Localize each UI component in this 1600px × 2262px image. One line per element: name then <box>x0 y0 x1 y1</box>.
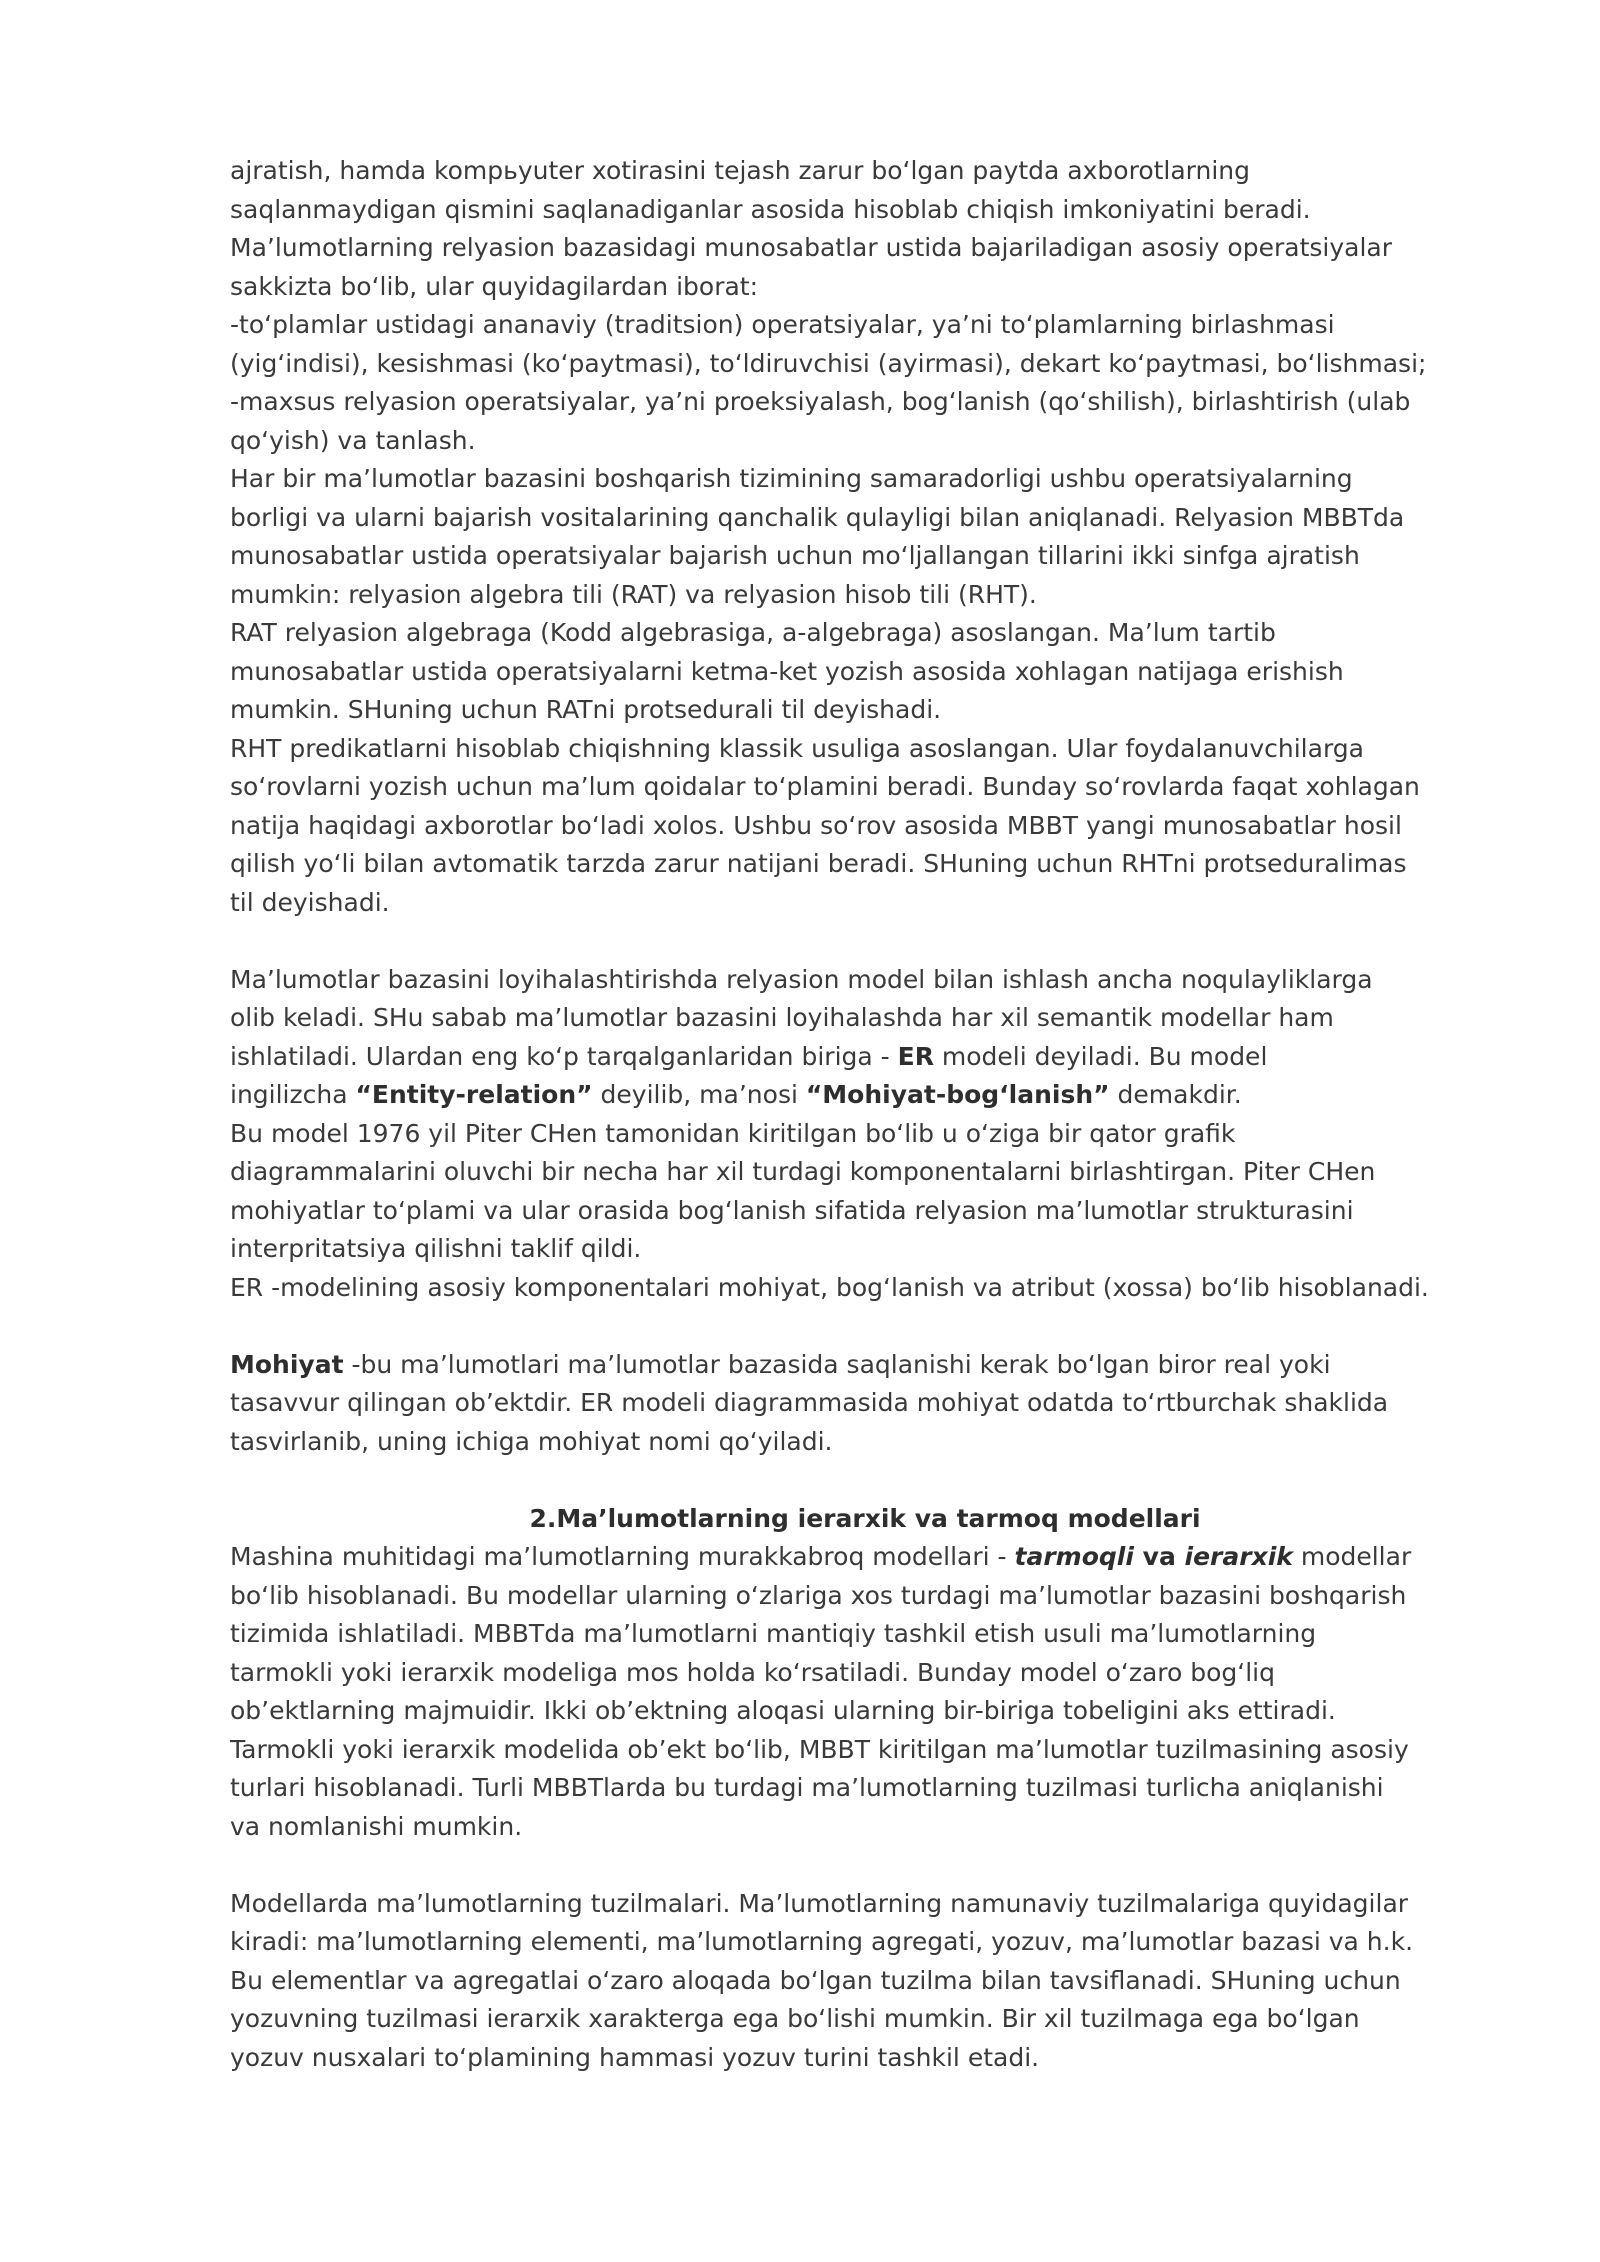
text-line: qilish yo‘li bilan avtomatik tarzda zarur natijani beradi. SHuning uchun RHTni protseduralimas <box>230 849 1407 878</box>
paragraph <box>230 152 1500 229</box>
paragraph <box>230 1538 1500 1846</box>
paragraph <box>230 614 1500 730</box>
text-line: Bu elementlar va agregatlai o‘zaro aloqada bo‘lgan tuzilma bilan tavsiflanadi. SHuning uchun <box>230 1965 1401 1995</box>
paragraph <box>230 1346 1500 1462</box>
text-run: ingilizcha <box>230 1080 356 1109</box>
text-line: mumkin: relyasion algebra tili (RAT) va relyasion hisob tili (RHT). <box>230 579 1037 609</box>
text-line: bo‘lib hisoblanadi. Bu modellar ularning o‘zlariga xos turdagi ma’lumotlar bazasini boshqarish <box>230 1580 1407 1610</box>
text-run: ishlatiladi. Ulardan eng ko‘p tarqalganlaridan biriga - <box>230 1041 898 1071</box>
paragraph <box>230 460 1500 614</box>
text-line: tarmokli yoki ierarxik modeliga mos holda ko‘rsatiladi. Bunday model o‘zaro bog‘liq <box>230 1657 1275 1687</box>
paragraph-gap <box>230 1846 1500 1885</box>
paragraph <box>230 1115 1500 1308</box>
text-line: va nomlanishi mumkin. <box>230 1811 523 1841</box>
text-line: yozuv nusxalari to‘plamining hammasi yozuv turini tashkil etadi. <box>230 2042 1040 2072</box>
text-line: Bu model 1976 yil Piter CHen tamonidan kiritilgan bo‘lib u o‘ziga bir qator grafik <box>230 1118 1236 1148</box>
text-run: modeli deyiladi. Bu model <box>933 1041 1268 1071</box>
text-line: mohiyatlar to‘plami va ular orasida bog‘lanish sifatida relyasion ma’lumotlar strukturasini <box>230 1195 1354 1225</box>
text-line: qo‘yish) va tanlash. <box>230 425 476 455</box>
text-line: ER -modelining asosiy komponentalari mohiyat, bog‘lanish va atribut (xossa) bo‘lib hisoblanadi. <box>230 1272 1429 1302</box>
text-run: Mashina muhitidagi ma’lumotlarning murakkabroq modellari - <box>230 1542 1015 1571</box>
bold-term-mohiyat-boglanish: “Mohiyat-bog‘lanish” <box>805 1080 1110 1109</box>
text-line: til deyishadi. <box>230 887 390 917</box>
text-run: demakdir. <box>1109 1080 1242 1109</box>
text-line: tasvirlanib, uning ichiga mohiyat nomi qo‘yiladi. <box>230 1426 833 1456</box>
text-run: -bu ma’lumotlari ma’lumotlar bazasida saqlanishi kerak bo‘lgan biror real yoki <box>343 1349 1331 1379</box>
text-line: diagrammalarini oluvchi bir necha har xil turdagi komponentalarni birlashtirgan. Piter CHen <box>230 1157 1376 1186</box>
bold-italic-term-ierarxik: ierarxik <box>1184 1542 1293 1571</box>
paragraph <box>230 1885 1500 2078</box>
text-line: so‘rovlarni yozish uchun ma’lum qoidalar to‘plamini beradi. Bunday so‘rovlarda faqat xohlagan <box>230 772 1420 801</box>
text-line: kiradi: ma’lumotlarning elementi, ma’lumotlarning agregati, yozuv, ma’lumotlar bazasi va h.k. <box>230 1927 1414 1956</box>
text-run: modellar <box>1292 1542 1412 1571</box>
text-line: Ma’lumotlarning relyasion bazasidagi munosabatlar ustida bajariladigan asosiy operatsiyalar <box>230 233 1392 262</box>
text-line: munosabatlar ustida operatsiyalarni ketma-ket yozish asosida xohlagan natijaga erishish <box>230 656 1344 686</box>
bold-term-entity-relation: “Entity-relation” <box>355 1080 593 1109</box>
text-line: -maxsus relyasion operatsiyalar, ya’ni proeksiyalash, bog‘lanish (qo‘shilish), birlashtirish (ulab <box>230 387 1411 416</box>
text-line: saqlanmaydigan qismini saqlanadiganlar asosida hisoblab chiqish imkoniyatini beradi. <box>230 194 1311 224</box>
text-line <box>230 1076 1500 1115</box>
text-line: turlari hisoblanadi. Turli MBBTlarda bu turdagi ma’lumotlarning tuzilmasi turlicha aniqlanishi <box>230 1773 1384 1802</box>
text-line: Ma’lumotlar bazasini loyihalashtirishda relyasion model bilan ishlash ancha noqulayliklarga <box>230 964 1373 994</box>
text-line: sakkizta bo‘lib, ular quyidagilardan iborat: <box>230 271 759 301</box>
text-line: RHT predikatlarni hisoblab chiqishning klassik usuliga asoslangan. Ular foydalanuvchilarga <box>230 733 1364 763</box>
text-line: natija haqidagi axborotlar bo‘ladi xolos. Ushbu so‘rov asosida MBBT yangi munosabatlar hosil <box>230 810 1402 840</box>
text-line: Har bir ma’lumotlar bazasini boshqarish tizimining samaradorligi ushbu operatsiyalarning <box>230 464 1353 493</box>
paragraph-gap <box>230 922 1500 961</box>
text-line: tizimida ishlatiladi. MBBTda ma’lumotlarni mantiqiy tashkil etish usuli ma’lumotlarning <box>230 1619 1317 1648</box>
text-line: munosabatlar ustida operatsiyalar bajarish uchun mo‘ljallangan tillarini ikki sinfga ajratish <box>230 541 1360 570</box>
bold-term-er: ER <box>897 1041 934 1071</box>
bold-italic-term-tarmoqli: tarmoqli <box>1014 1542 1134 1571</box>
text-line <box>230 1538 1500 1577</box>
bold-conjunction: va <box>1133 1542 1185 1571</box>
text-line: mumkin. SHuning uchun RATni protsedurali til deyishadi. <box>230 695 942 724</box>
paragraph <box>230 229 1500 460</box>
text-line <box>230 1346 1500 1385</box>
text-line: tasavvur qilingan ob’ektdir. ER modeli diagrammasida mohiyat odatda to‘rtburchak shaklida <box>230 1388 1389 1417</box>
paragraph <box>230 961 1500 1115</box>
text-line: borligi va ularni bajarish vositalarining qanchalik qulayligi bilan aniqlanadi. Relyasion MBBTda <box>230 502 1405 532</box>
text-line: interpritatsiya qilishni taklif qildi. <box>230 1234 642 1263</box>
text-line: RAT relyasion algebraga (Kodd algebrasiga, a-algebraga) asoslangan. Ma’lum tartib <box>230 618 1276 647</box>
paragraph-gap <box>230 1461 1500 1500</box>
bold-term-mohiyat: Mohiyat <box>230 1349 344 1379</box>
text-line: ob’ektlarning majmuidir. Ikki ob’ektning aloqasi ularning bir-biriga tobeligini aks ettiradi. <box>230 1696 1336 1725</box>
text-line: yozuvning tuzilmasi ierarxik xarakterga ega bo‘lishi mumkin. Bir xil tuzilmaga ega bo‘lgan <box>230 2004 1360 2033</box>
text-line: Tarmokli yoki ierarxik modelida ob’ekt bo‘lib, MBBT kiritilgan ma’lumotlar tuzilmasining asosiy <box>230 1734 1409 1764</box>
text-line: Modellarda ma’lumotlarning tuzilmalari. Ma’lumotlarning namunaviy tuzilmalariga quyidagilar <box>230 1888 1409 1918</box>
paragraph-gap <box>230 1307 1500 1346</box>
paragraph <box>230 730 1500 923</box>
text-line: olib keladi. SHu sabab ma’lumotlar bazasini loyihalashda har xil semantik modellar ham <box>230 1003 1334 1032</box>
section-heading: 2.Ma’lumotlarning ierarxik va tarmoq modellari <box>529 1503 1201 1533</box>
text-run: deyilib, ma’nosi <box>592 1080 806 1109</box>
text-line <box>230 1038 1500 1077</box>
text-line: -to‘plamlar ustidagi ananaviy (traditsion) operatsiyalar, ya’ni to‘plamlarning birlashmasi <box>230 310 1335 339</box>
text-line: ajratish, hamda kompьyuter xotirasini tejash zarur bo‘lgan paytda axborotlarning <box>230 156 1251 185</box>
text-line: (yig‘indisi), kesishmasi (ko‘paytmasi), to‘ldiruvchisi (ayirmasi), dekart ko‘paytmasi, bo‘lishmasi; <box>230 348 1427 378</box>
